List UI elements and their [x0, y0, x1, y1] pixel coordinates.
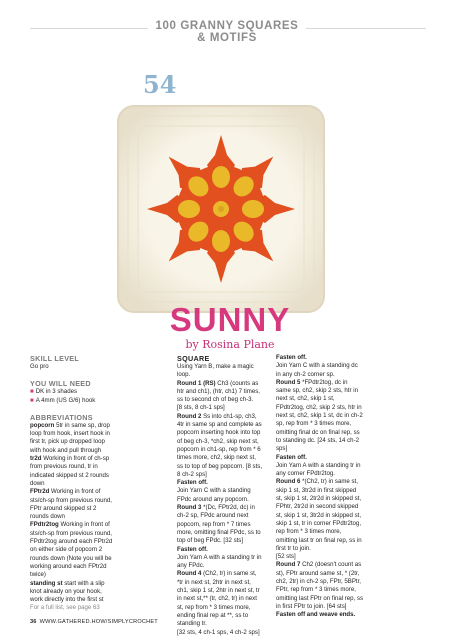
skill-level-heading: SKILL LEVEL: [30, 354, 80, 363]
round-2: Round 2 Ss into ch1-sp, ch3, 4tr in same sp and complete as popcorn inserting hook into top of beg ch-3, *ch2, skip next st, popcorn in ch1-sp, rep from * 6 times more, ch2, skip next st, ss to top of beg popcorn. [8 sts, 8 ch-2 sps]: [177, 412, 263, 478]
pattern-byline: by Rosina Plane: [185, 338, 275, 351]
abbreviation-entry: tr2d Working in front of ch-sp from previous round, tr in indicated skipped st 2 rounds down: [30, 455, 110, 487]
round-4-count: [32 sts, 4 ch-1 sps, 4 ch-2 sps]: [177, 628, 260, 636]
square-intro: Using Yarn B, make a magic loop.: [177, 363, 254, 379]
instructions-column-2: [276, 354, 364, 620]
pattern-number: 54: [143, 70, 177, 99]
abbreviations-more-link[interactable]: For a full list, see page 63: [30, 604, 100, 612]
abbreviations-heading: ABBREVIATIONS: [30, 412, 93, 422]
header-rule-left: [30, 28, 148, 29]
you-will-need-heading: YOU WILL NEED: [30, 379, 91, 389]
abbreviation-entry: FPtr2d Working in front of sts/ch-sp from previous round, FPtr around skipped st 2 rounds down: [30, 488, 112, 521]
pattern-title-block: [150, 302, 310, 351]
instructions-column-1: [177, 354, 263, 637]
square-bullet-icon: ■: [30, 388, 34, 396]
skill-level-value: Go pro: [30, 363, 49, 370]
fasten-off-2: Fasten off.: [177, 545, 208, 553]
round-6-count: [52 sts]: [276, 553, 296, 561]
abbreviation-entry: FPdtr2tog Working in front of sts/ch-sp from previous round, FPdtr2tog around each FPtr2d on either side of popcorn 2 rounds down (Note you will be working around each FPtr2d twice): [30, 521, 113, 579]
join-yarn-c-1: Join Yarn C with a standing FPdc around any popcorn.: [177, 487, 251, 503]
round-7: Round 7 Ch2 (doesn't count as st), FPtr around same st, * (2tr, ch2, 2tr) in ch-2 sp, FPtr, 5BPtr, FPtr, rep from * 3 times more, omitting last FPtr on final rep, ss in first FPtr to join. [64 sts]: [276, 561, 364, 610]
header-rule-right: [306, 28, 426, 29]
join-yarn-a-1: Join Yarn A with a standing tr in any FPdc.: [177, 553, 262, 570]
fasten-off-final: Fasten off and weave ends.: [276, 611, 356, 619]
fasten-off-4: Fasten off.: [276, 453, 307, 461]
round-1: Round 1 (RS) Ch3 (counts as htr and ch1), (htr, ch1) 7 times, ss to second ch of beg ch-3.: [177, 379, 260, 404]
fasten-off-1: Fasten off.: [177, 479, 208, 487]
round-4: Round 4 (Ch2, tr) in same st, *tr in next st, 2htr in next st, ch1, skip 1 st, 2htr in next st, tr in next st,** (tr, ch2, tr) in next st, rep from * 3 times more, ending final rep at **, ss to standing tr.: [177, 570, 260, 628]
abbreviation-entry: popcorn 5tr in same sp, drop loop from hook, insert hook in first tr, pick up dropped loop with hook and pull through: [30, 421, 110, 454]
join-yarn-c-2: Join Yarn C with a standing dc in any ch-2 corner sp.: [276, 362, 358, 378]
page-header: [0, 20, 453, 44]
round-5: Round 5 *FPdtr2tog, dc in same sp, ch2, skip 2 sts, htr in next st, ch2, skip 1 st, FPdtr2tog, ch2, skip 2 sts, htr in next st, ch2, skip 1 st, dc in ch-2 sp, rep from * 3 times more, omitting final dc on final rep, ss to standing dc. [24 sts, 14 ch-2 sps]: [276, 378, 363, 453]
need-item: ■ DK in 3 shades: [30, 388, 78, 396]
sidebar-column: [30, 354, 116, 613]
need-item: ■ A 4mm (US G/6) hook: [30, 396, 96, 404]
round-6: Round 6 *(Ch2, tr) in same st, skip 1 st, 3tr2d in first skipped st, skip 1 st, 2tr2d in skipped st, FPhtr, 2tr2d in second skipped st, skip 1 st, 3tr2d in skipped st, skip 1 st, tr in corner FPdtr2tog, rep from * 3 times more, omitting last tr on final rep, ss in first tr to join.: [276, 478, 362, 552]
page-number: 36: [30, 619, 37, 625]
round-3: Round 3 *(Dc, FPtr2d, dc) in ch-2 sp, FPdc around next popcorn, rep from * 7 times more, omitting final FPdc, ss to top of beg FPdc. [32 sts]: [177, 504, 261, 545]
fasten-off-3: Fasten off.: [276, 354, 307, 361]
abbreviation-entry: standing st start with a slip knot already on your hook, work directly into the first st: [30, 579, 105, 604]
granny-square-photo: [108, 96, 334, 322]
round-1-count: [8 sts, 8 ch-1 sps]: [177, 404, 225, 412]
book-title: 100 GRANNY SQUARES & MOTIFS: [155, 20, 299, 44]
square-heading: SQUARE: [177, 354, 210, 363]
pattern-title: SUNNY: [169, 301, 291, 338]
join-yarn-a-2: Join Yarn A with a standing tr in any corner FPdtr2tog.: [276, 461, 361, 478]
footer-url[interactable]: WWW.GATHERED.HOW/SIMPLYCROCHET: [39, 619, 158, 625]
page-footer: [30, 619, 158, 625]
square-bullet-icon: ■: [30, 396, 34, 404]
